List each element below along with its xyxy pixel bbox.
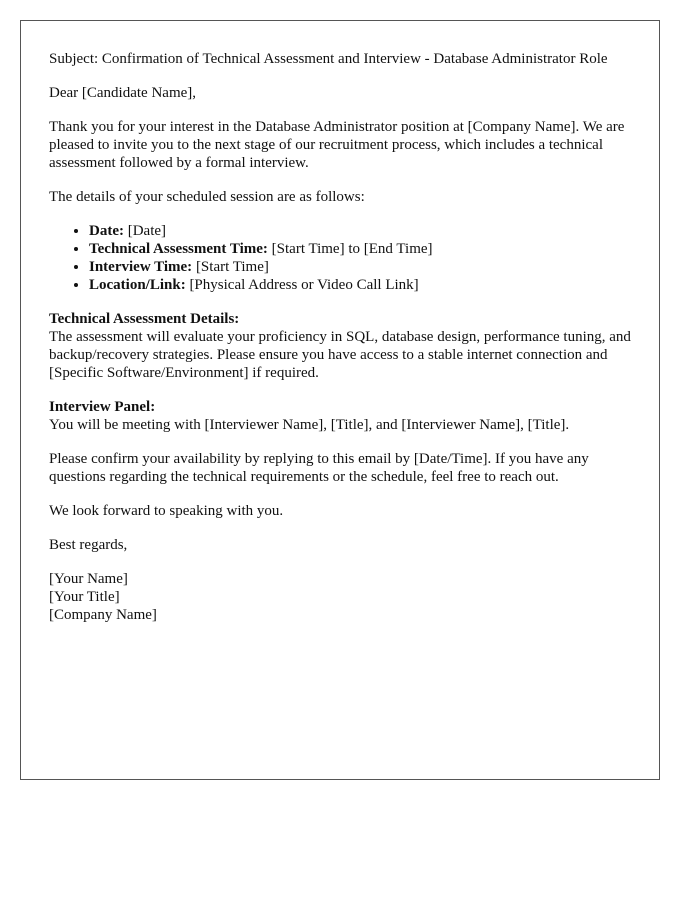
assessment-heading: Technical Assessment Details: [49,311,240,327]
session-details-list [49,222,631,294]
panel-heading: Interview Panel: [49,399,156,415]
detail-item-date [89,222,631,240]
signature-company: [Company Name] [49,607,157,623]
detail-item-interview-time [89,258,631,276]
closing-paragraph: We look forward to speaking with you. [49,503,284,519]
letter-container [20,20,660,780]
signature-block [49,570,631,624]
panel-text: You will be meeting with [Interviewer Name], [Title], and [Interviewer Name], [Title]. [49,417,570,433]
detail-label: Location/Link: [89,277,186,293]
assessment-text: The assessment will evaluate your proficiency in SQL, database design, performance tuning, and backup/recovery strategies. Please ensure you have access to a stable internet connection and [Specific Software/Environment] if required. [49,329,631,381]
detail-value: [Start Time] [195,259,269,275]
signoff: Best regards, [49,537,128,553]
signature-title: [Your Title] [49,589,120,605]
details-intro: The details of your scheduled session are as follows: [49,189,365,205]
detail-label: Technical Assessment Time: [89,241,268,257]
detail-value: [Date] [127,223,167,239]
panel-section [49,398,631,434]
detail-label: Interview Time: [89,259,193,275]
detail-item-assessment-time [89,240,631,258]
greeting: Dear [Candidate Name], [49,85,197,101]
intro-paragraph: Thank you for your interest in the Database Administrator position at [Company Name]. We are pleased to invite you to the next stage of our recruitment process, which includes a technical assessment followed by a formal interview. [49,119,625,171]
assessment-section [49,310,631,382]
subject-line: Subject: Confirmation of Technical Assessment and Interview - Database Administrator Role [49,51,608,67]
detail-label: Date: [89,223,124,239]
detail-item-location [89,276,631,294]
signature-name: [Your Name] [49,571,128,587]
detail-value: [Start Time] to [End Time] [271,241,433,257]
confirm-paragraph: Please confirm your availability by replying to this email by [Date/Time]. If you have any questions regarding the technical requirements or the schedule, feel free to reach out. [49,451,589,485]
detail-value: [Physical Address or Video Call Link] [189,277,419,293]
